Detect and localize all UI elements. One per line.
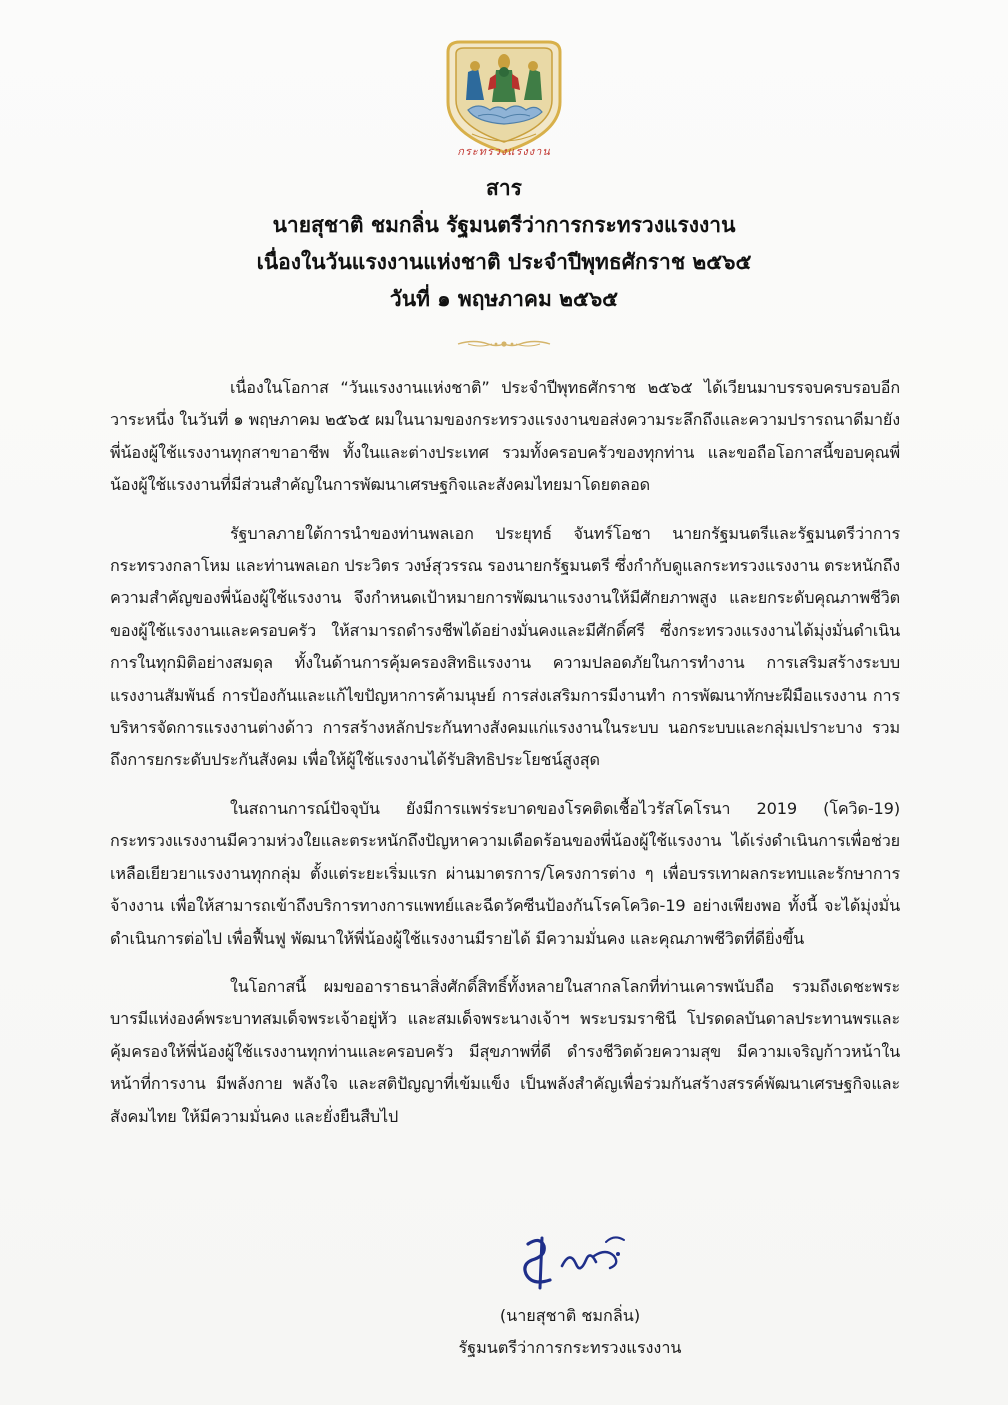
emblem-caption: กระทรวงแรงงาน xyxy=(457,145,551,158)
header-date-line: วันที่ ๑ พฤษภาคม ๒๕๖๕ xyxy=(389,287,619,311)
header-title: สาร xyxy=(486,176,522,200)
header-minister-line: นายสุชาติ ชมกลิ่น รัฐมนตรีว่าการกระทรวงแรงงาน xyxy=(272,213,736,237)
header-occasion-line: เนื่องในวันแรงงานแห่งชาติ ประจำปีพุทธศักราช ๒๕๖๕ xyxy=(256,250,752,274)
ministry-emblem-icon xyxy=(438,38,570,156)
body-paragraph-2: รัฐบาลภายใต้การนำของท่านพลเอก ประยุทธ์ จันทร์โอชา นายกรัฐมนตรีและรัฐมนตรีว่าการกระทรวงกลาโหม และท่านพลเอก ประวิตร วงษ์สุวรรณ รองนายกรัฐมนตรี ซึ่งกำกับดูแลกระทรวงแรงงาน ตระหนักถึงความสำคัญของพี่น้องผู้ใช้แรงงาน จึงกำหนดเป้าหมายการพัฒนาแรงงานให้มีศักยภาพสูง และยกระดับคุณภาพชีวิตของผู้ใช้แรงงานและครอบครัว ให้สามารถดำรงชีพได้อย่างมั่นคงและมีศักดิ์ศรี ซึ่งกระทรวงแรงงานได้มุ่งมั่นดำเนินการในทุกมิติอย่างสมดุล ทั้งในด้านการคุ้มครองสิทธิแรงงาน ความปลอดภัยในการทำงาน การเสริมสร้างระบบแรงงานสัมพันธ์ การป้องกันและแก้ไขปัญหาการค้ามนุษย์ การส่งเสริมการมีงานทำ การพัฒนาทักษะฝีมือแรงงาน การบริหารจัดการแรงงานต่างด้าว การสร้างหลักประกันทางสังคมแก่แรงงานในระบบ นอกระบบและกลุ่มเปราะบาง รวมถึงการยกระดับประกันสังคม เพื่อให้ผู้ใช้แรงงานได้รับสิทธิประโยชน์สูงสุด xyxy=(110,523,900,770)
letter-header xyxy=(0,170,1008,318)
handwritten-signature-icon xyxy=(510,1230,640,1300)
ornament-divider-icon xyxy=(454,337,554,351)
body-paragraph-3: ในสถานการณ์ปัจจุบัน ยังมีการแพร่ระบาดของโรคติดเชื้อไวรัสโคโรนา 2019 (โควิด-19) กระทรวงแรงงานมีความห่วงใยและตระหนักถึงปัญหาความเดือดร้อนของพี่น้องผู้ใช้แรงงาน ได้เร่งดำเนินการเพื่อช่วยเหลือเยียวยาแรงงานทุกกลุ่ม ตั้งแต่ระยะเริ่มแรก ผ่านมาตรการ/โครงการต่าง ๆ เพื่อบรรเทาผลกระทบและรักษาการจ้างงาน เพื่อให้สามารถเข้าถึงบริการทางการแพทย์และฉีดวัคซีนป้องกันโรคโควิด-19 อย่างเพียงพอ ทั้งนี้ จะได้มุ่งมั่นดำเนินการต่อไป เพื่อฟื้นฟู พัฒนาให้พี่น้องผู้ใช้แรงงานมีรายได้ มีความมั่นคง และคุณภาพชีวิตที่ดียิ่งขึ้น xyxy=(110,798,900,948)
letter-body xyxy=(110,372,900,1149)
body-paragraph-1: เนื่องในโอกาส “วันแรงงานแห่งชาติ” ประจำปีพุทธศักราช ๒๕๖๕ ได้เวียนมาบรรจบครบรอบอีกวาระหนึ่ง ในวันที่ ๑ พฤษภาคม ๒๕๖๕ ผมในนามของกระทรวงแรงงานขอส่งความระลึกถึงและความปรารถนาดีมายังพี่น้องผู้ใช้แรงงานทุกสาขาอาชีพ ทั้งในและต่างประเทศ รวมทั้งครอบครัวของทุกท่าน และขอถือโอกาสนี้ขอบคุณพี่น้องผู้ใช้แรงงานที่มีส่วนสำคัญในการพัฒนาเศรษฐกิจและสังคมไทยมาโดยตลอด xyxy=(110,378,900,495)
signatory-title: รัฐมนตรีว่าการกระทรวงแรงงาน xyxy=(458,1338,682,1357)
signatory-name: (นายสุชาติ ชมกลิ่น) xyxy=(499,1306,641,1325)
signature-block xyxy=(430,1300,710,1364)
body-paragraph-4: ในโอกาสนี้ ผมขออาราธนาสิ่งศักดิ์สิทธิ์ทั้งหลายในสากลโลกที่ท่านเคารพนับถือ รวมถึงเดชะพระบารมีแห่งองค์พระบาทสมเด็จพระเจ้าอยู่หัว และสมเด็จพระนางเจ้าฯ พระบรมราชินี โปรดดลบันดาลประทานพรและคุ้มครองให้พี่น้องผู้ใช้แรงงานทุกท่านและครอบครัว มีสุขภาพที่ดี ดำรงชีวิตด้วยความสุข มีความเจริญก้าวหน้าในหน้าที่การงาน มีพลังกาย พลังใจ และสติปัญญาที่เข้มแข็ง เป็นพลังสำคัญเพื่อร่วมกันสร้างสรรค์พัฒนาเศรษฐกิจและสังคมไทย ให้มีความมั่นคง และยั่งยืนสืบไป xyxy=(110,976,900,1126)
